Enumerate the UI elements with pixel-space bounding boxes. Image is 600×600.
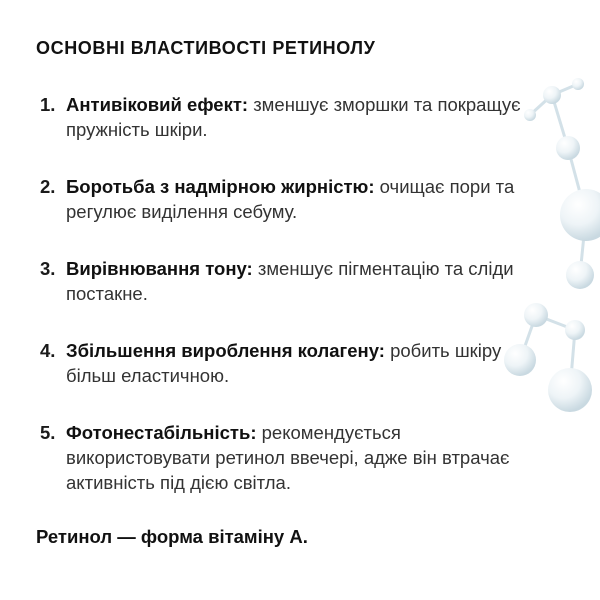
item-heading: Антивіковий ефект: (66, 94, 249, 115)
item-description: зменшує пігментацію та сліди постакне. (66, 258, 514, 304)
page-title: ОСНОВНІ ВЛАСТИВОСТІ РЕТИНОЛУ (36, 38, 376, 58)
list-item (40, 92, 540, 142)
item-number: 2. (40, 176, 56, 197)
item-number: 5. (40, 422, 56, 443)
list-item (40, 420, 540, 495)
item-number: 1. (40, 94, 56, 115)
item-description: робить шкіру більш еластичною. (66, 340, 502, 386)
item-heading: Фотонестабільність: (66, 422, 257, 443)
list-item (40, 338, 540, 388)
properties-list (40, 92, 540, 527)
footer-note: Ретинол — форма вітаміну А. (36, 526, 308, 547)
item-number: 4. (40, 340, 56, 361)
list-item (40, 174, 540, 224)
item-heading: Вирівнювання тону: (66, 258, 253, 279)
molecule-bubbles-icon (490, 70, 600, 440)
list-item (40, 256, 540, 306)
item-description: зменшує зморшки та покращує пружність шкіри. (66, 94, 521, 140)
item-number: 3. (40, 258, 56, 279)
item-heading: Збільшення вироблення колагену: (66, 340, 385, 361)
item-heading: Боротьба з надмірною жирністю: (66, 176, 375, 197)
item-description: очищає пори та регулює виділення себуму. (66, 176, 515, 222)
item-description: рекомендується використовувати ретинол ввечері, адже він втрачає активність під дією світла. (66, 422, 510, 493)
